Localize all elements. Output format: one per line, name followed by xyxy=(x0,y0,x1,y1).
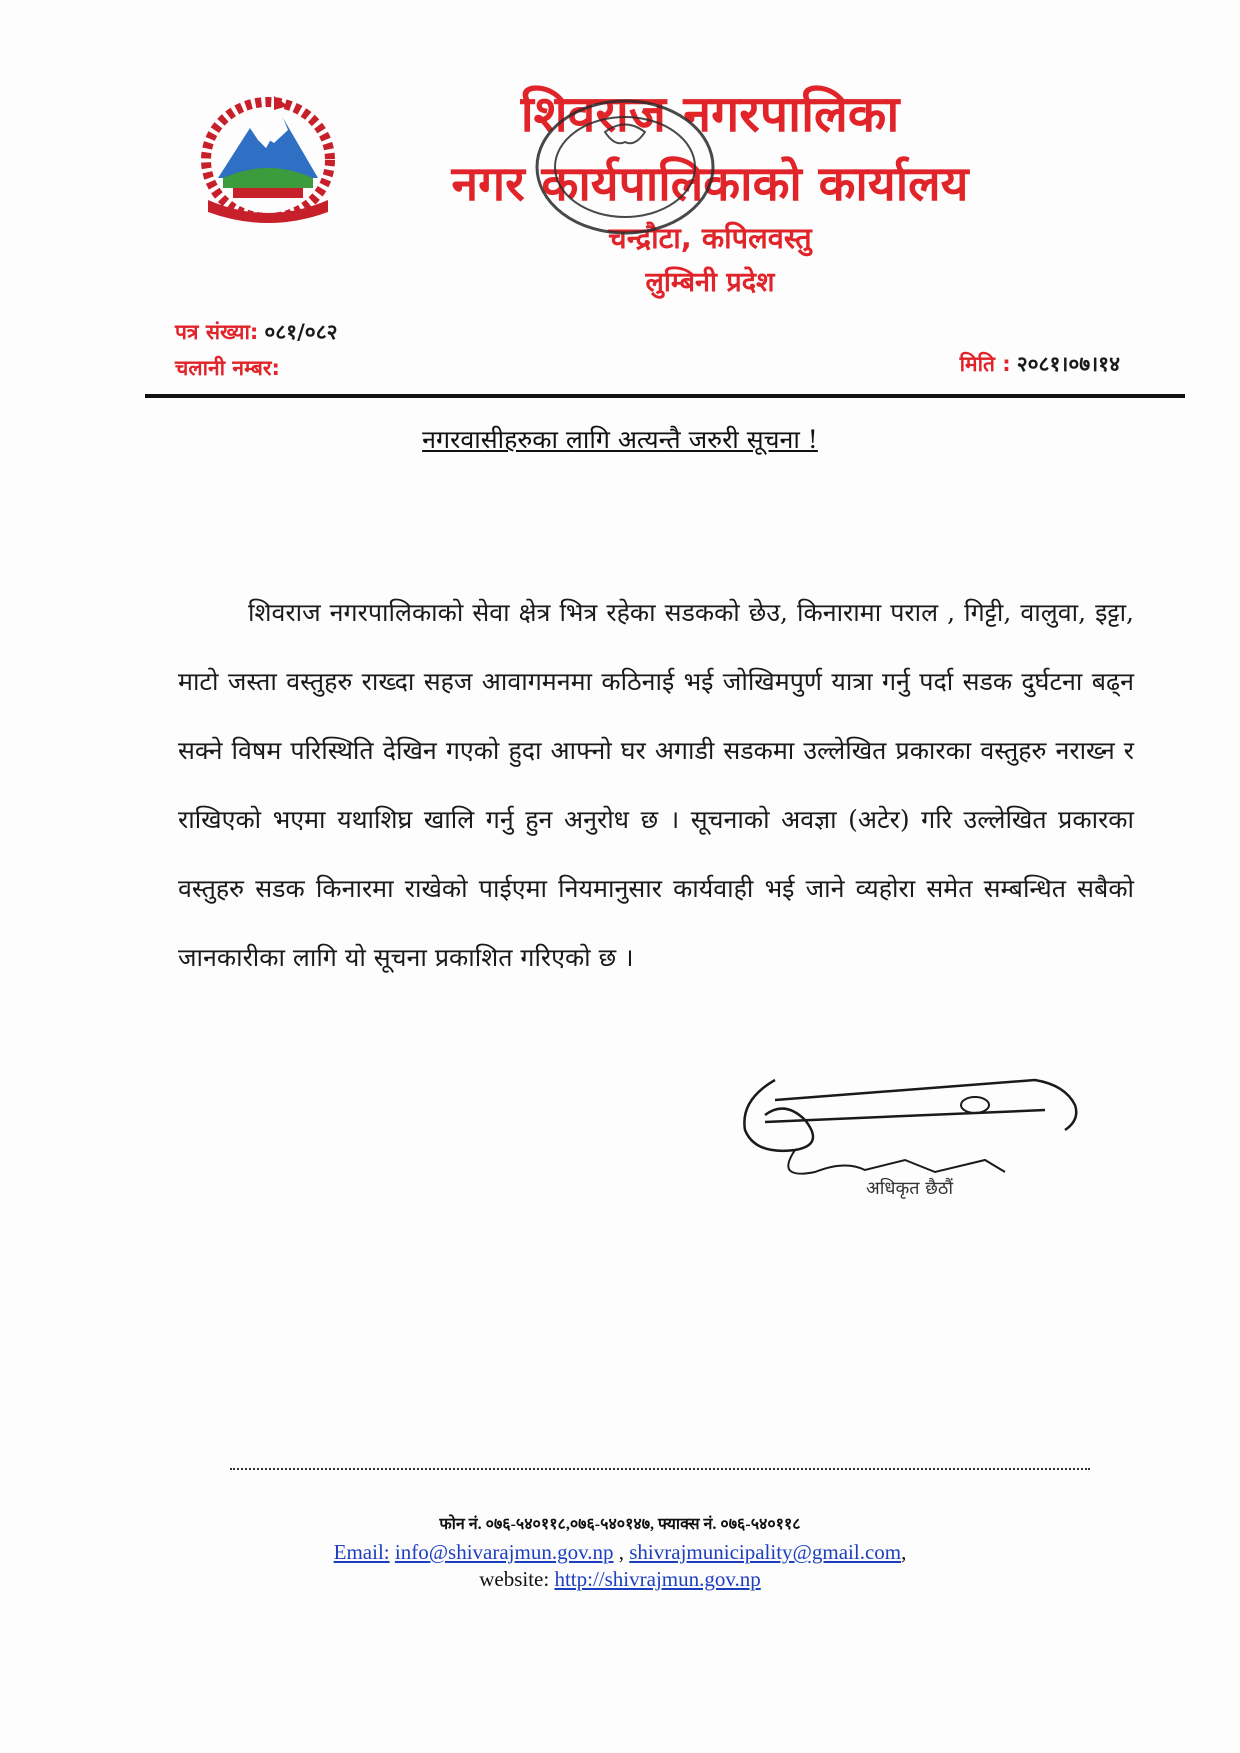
office-name: नगर कार्यपालिकाको कार्यालय xyxy=(451,156,969,212)
date-label: मिति : xyxy=(959,352,1011,376)
website-link[interactable]: http://shivrajmun.gov.np xyxy=(554,1567,761,1591)
letter-number xyxy=(175,318,338,346)
municipality-name: शिवराज नगरपालिका xyxy=(520,85,900,143)
province-name: लुम्बिनी प्रदेश xyxy=(645,267,775,298)
dispatch-number-label: चलानी नम्बर: xyxy=(175,356,280,380)
email-link-secondary[interactable]: shivrajmunicipality@gmail.com xyxy=(629,1540,902,1564)
letter-number-label: पत्र संख्या: xyxy=(175,320,259,344)
letter-date xyxy=(960,350,1120,378)
signatory-title: अधिकृत छैठौं xyxy=(866,1178,954,1199)
subject-text: नगरवासीहरुका लागि अत्यन्तै जरुरी सूचना ! xyxy=(422,425,818,454)
date-value: २०८१।०७।१४ xyxy=(1016,352,1120,376)
header-divider xyxy=(145,394,1185,398)
website-label: website: xyxy=(479,1567,550,1591)
footer-email xyxy=(0,1540,1240,1565)
email-trailing-comma: , xyxy=(901,1540,907,1564)
notice-subject xyxy=(0,422,1240,456)
office-address: चन्द्रौटा, कपिलवस्तु xyxy=(608,221,812,255)
footer-phone: फोन नं. ०७६-५४०११८,०७६-५४०१४७, फ्याक्स नं. ०७६-५४०११८ xyxy=(439,1516,801,1533)
official-stamp-icon xyxy=(525,92,725,242)
email-label: Email: xyxy=(333,1540,390,1564)
footer-website xyxy=(0,1567,1240,1592)
footer-divider xyxy=(230,1468,1090,1470)
letter-number-value: ०८१/०८२ xyxy=(264,320,338,344)
dispatch-number xyxy=(175,354,280,382)
notice-body: शिवराज नगरपालिकाको सेवा क्षेत्र भित्र रहेका सडकको छेउ, किनारामा पराल , गिट्टी, वालुवा, इट्टा, माटो जस्ता वस्तुहरु राख्दा सहज आवागमनमा कठिनाई भई जोखिमपुर्ण यात्रा गर्नु पर्दा सडक दुर्घटना बढ्न सक्ने विषम परिस्थिति देखिन गएको हुदा आफ्नो घर अगाडी सडकमा उल्लेखित प्रकारका वस्तुहरु नराख्न र राखिएको भएमा यथाशिघ्र खालि गर्नु हुन अनुरोध छ । सूचनाको अवज्ञा (अटेर) गरि उल्लेखित प्रकारका वस्तुहरु सडक किनारमा राखेको पाईएमा नियमानुसार कार्यवाही भई जाने व्यहोरा समेत सम्बन्धित सबैको जानकारीका लागि यो सूचना प्रकाशित गरिएको छ । xyxy=(178,598,1134,972)
nepal-emblem-icon xyxy=(188,88,348,228)
email-separator: , xyxy=(618,1540,624,1564)
email-link-primary[interactable]: info@shivarajmun.gov.np xyxy=(394,1540,614,1564)
